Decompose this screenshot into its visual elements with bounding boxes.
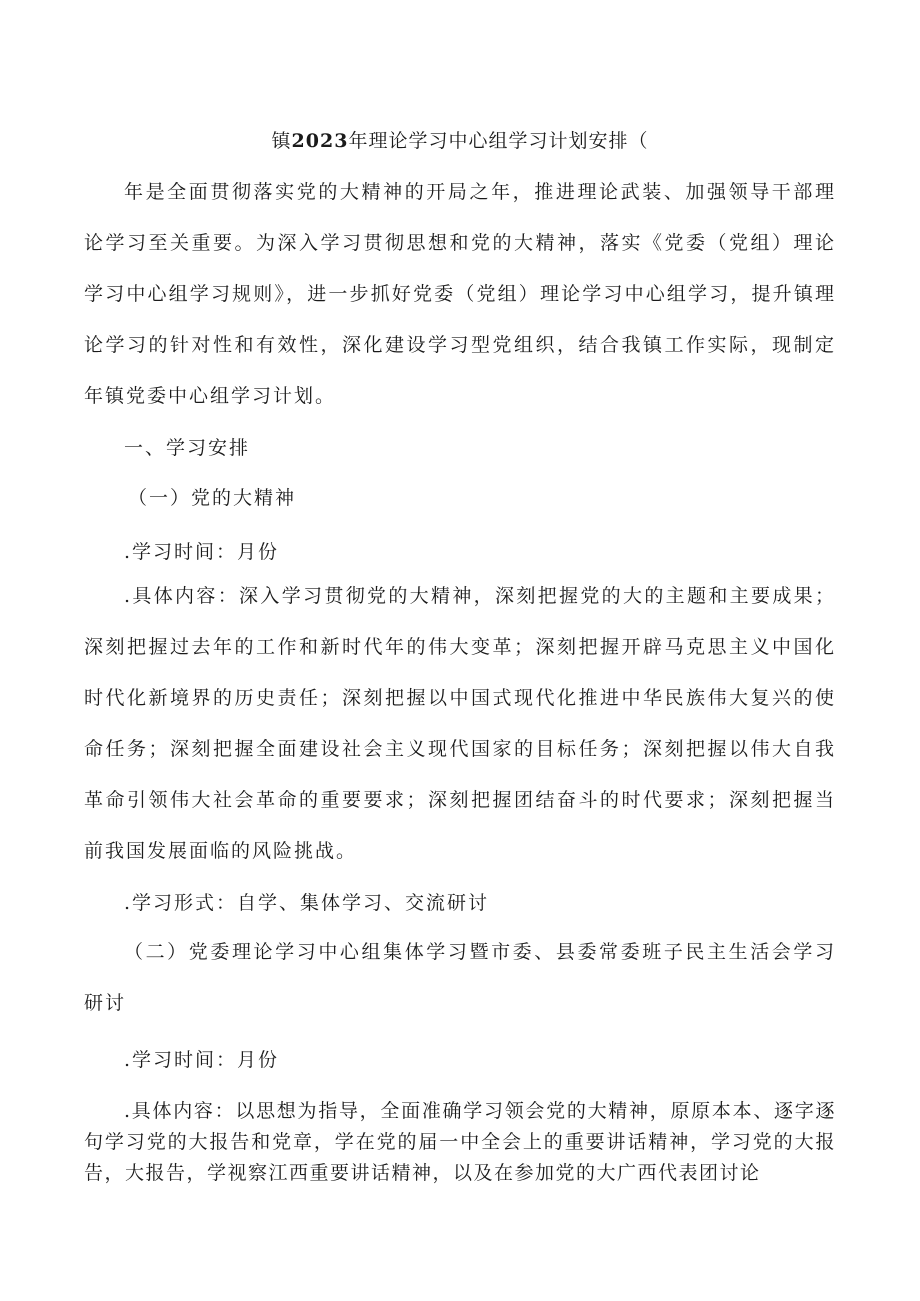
subsection-heading-2: （二）党委理论学习中心组集体学习暨市委、县委常委班子民主生活会学习研讨: [84, 941, 836, 1014]
section-heading-study-arrangement: 一、学习安排: [124, 437, 251, 459]
document-title: [0, 126, 920, 153]
subsection-heading-1: （一）党的大精神: [128, 487, 297, 509]
item2-content-paragraph: .具体内容：以思想为指导，全面准确学习领会党的大精神，原原本本、逐字逐句学习党的大报告和党章，学在党的届一中全会上的重要讲话精神，学习党的大报告，大报告，学视察江西重要讲话精神，以及在参加党的大广西代表团讨论: [84, 1100, 836, 1184]
title-year: 2023: [291, 130, 349, 152]
item1-study-form: .学习形式：自学、集体学习、交流研讨: [124, 892, 490, 914]
intro-paragraph: 年是全面贯彻落实党的大精神的开局之年，推进理论武装、加强领导干部理论学习至关重要。为深入学习贯彻思想和党的大精神，落实《党委（党组）理论学习中心组学习规则》，进一步抓好党委（党组）理论学习中心组学习，提升镇理论学习的针对性和有效性，深化建设学习型党组织，结合我镇工作实际，现制定年镇党委中心组学习计划。: [84, 181, 836, 407]
title-prefix: 镇: [271, 130, 292, 152]
item2-study-time: .学习时间：月份: [124, 1049, 280, 1071]
item1-content-paragraph: .具体内容：深入学习贯彻党的大精神，深刻把握党的大的主题和主要成果；深刻把握过去年的工作和新时代年的伟大变革；深刻把握开辟马克思主义中国化时代化新境界的历史责任；深刻把握以中国式现代化推进中华民族伟大复兴的使命任务；深刻把握全面建设社会主义现代国家的目标任务；深刻把握以伟大自我革命引领伟大社会革命的重要要求；深刻把握团结奋斗的时代要求；深刻把握当前我国发展面临的风险挑战。: [84, 585, 836, 862]
item1-study-time: .学习时间：月份: [124, 541, 280, 563]
title-suffix: 年理论学习中心组学习计划安排（: [348, 130, 649, 152]
